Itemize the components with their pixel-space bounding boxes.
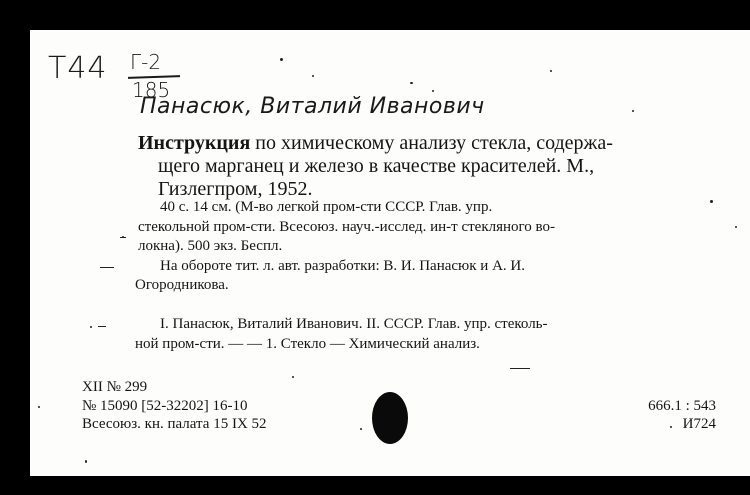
speck [735,226,737,228]
collation-line-2: стекольной пром-сти. Всесоюз. науч.-исслед. ин-т стекляного во- [138,219,556,235]
speck [670,426,672,428]
collation-line-1: 40 с. 14 см. (М-во легкой пром-сти СССР. Глав. упр. [160,199,493,215]
footer-mark: И724 [682,416,716,432]
speck-dash [120,237,126,238]
speck [312,75,314,77]
speck [292,376,294,378]
note-line-1: На обороте тит. л. авт. разработки: В. И. Панасюк и А. И. [160,258,525,274]
speck [280,58,283,61]
tracing-line-1: I. Панасюк, Виталий Иванович. II. СССР. Глав. упр. стеколь- [160,316,548,332]
speck [410,82,413,84]
speck-dash [510,368,530,369]
title-rest: по химическому анализу стекла, содержа- [255,132,613,154]
footer-code-2: № 15090 [52-32202] 16-10 [82,398,248,414]
footer-chamber: Всесоюз. кн. палата 15 IX 52 [82,416,267,432]
speck [432,90,434,92]
shelf-mark: Т44 [48,51,108,86]
footer-udc: 666.1 : 543 [648,398,716,414]
catalog-card [30,30,750,476]
note-line-2: Огородникова. [135,277,229,293]
speck [90,326,92,328]
title-line-1 [138,133,613,153]
speck [38,406,40,408]
speck [85,460,87,463]
punch-hole [372,392,408,444]
speck [360,428,362,430]
title-bold: Инструкция [138,132,251,154]
title-line-2: щего марганец и железо в качестве красителей. М., [158,155,595,177]
imprint: Гизлегпром, 1952. [158,178,313,200]
speck-dash [100,267,114,268]
footer-code-1: XII № 299 [82,379,148,395]
speck [710,200,713,203]
fraction-top: Г-2 [130,50,162,74]
speck-dash [98,326,106,327]
fraction-bottom: 185 [132,78,171,102]
collation-line-3: локна). 500 экз. Беспл. [138,238,283,254]
tracing-line-2: ной пром-сти. — — 1. Стекло — Химический анализ. [135,336,480,352]
speck [550,70,552,72]
speck [632,110,634,112]
author-heading: Панасюк, Виталий Иванович [140,94,485,119]
